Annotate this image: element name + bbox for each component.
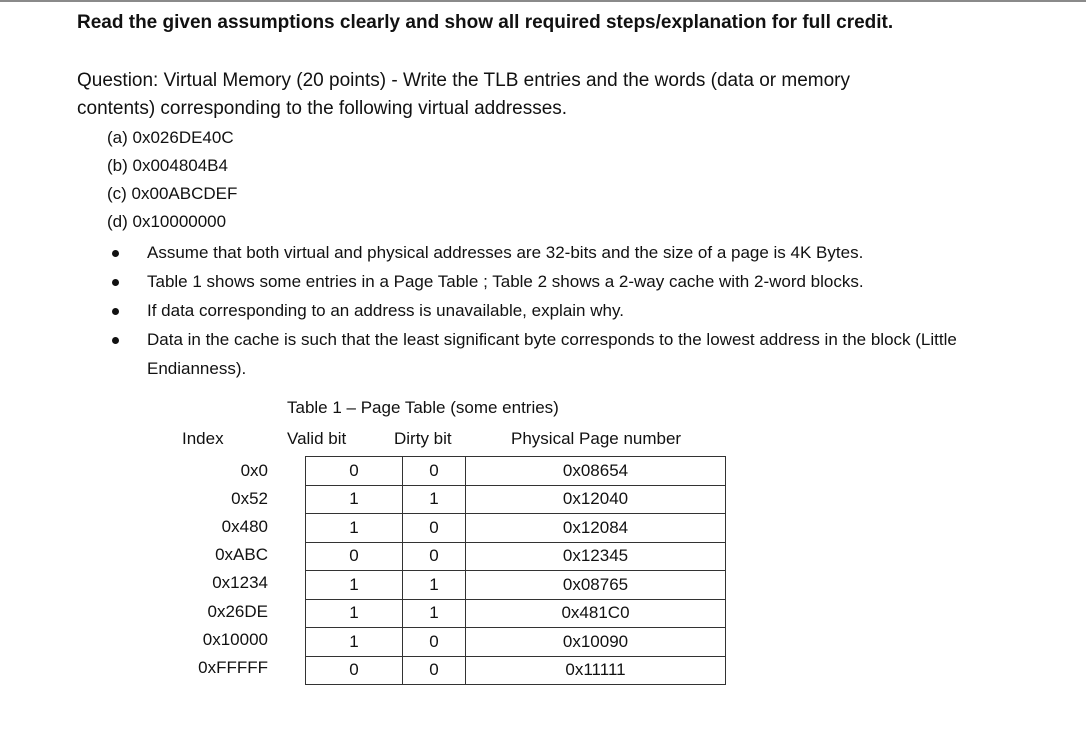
address-list (107, 124, 237, 236)
bullet-icon (112, 337, 119, 344)
page-table (305, 456, 726, 685)
row-index: 0x10000 (202, 630, 268, 649)
address-item-c: (c) 0x00ABCDEF (107, 184, 238, 203)
table-row (306, 542, 726, 571)
address-item-a: (a) 0x026DE40C (107, 128, 234, 147)
valid-cell: 0 (306, 457, 403, 486)
table-row (306, 656, 726, 685)
table-row (306, 571, 726, 600)
assumption-list (112, 238, 1012, 383)
ppn-cell: 0x12040 (466, 485, 726, 514)
instruction-heading: Read the given assumptions clearly and show all required steps/explanation for full credit. (77, 12, 894, 33)
dirty-cell: 0 (403, 656, 466, 685)
bullet-icon (112, 250, 119, 257)
assumption-item (112, 238, 1012, 267)
header-valid-bit: Valid bit (287, 429, 347, 448)
assumption-text: If data corresponding to an address is unavailable, explain why. (147, 301, 624, 320)
ppn-cell: 0x481C0 (466, 599, 726, 628)
valid-cell: 0 (306, 542, 403, 571)
ppn-cell: 0x08654 (466, 457, 726, 486)
top-divider (0, 0, 1086, 2)
table-row (306, 457, 726, 486)
header-dirty-bit: Dirty bit (394, 429, 452, 448)
valid-cell: 1 (306, 599, 403, 628)
dirty-cell: 0 (403, 457, 466, 486)
ppn-cell: 0x12084 (466, 514, 726, 543)
dirty-cell: 1 (403, 599, 466, 628)
assumption-text: Data in the cache is such that the least significant byte corresponds to the lowest address in the block (Little Endianness). (147, 330, 957, 378)
bullet-icon (112, 308, 119, 315)
ppn-cell: 0x12345 (466, 542, 726, 571)
assumption-item (112, 296, 1012, 325)
dirty-cell: 1 (403, 485, 466, 514)
row-index: 0x0 (240, 461, 268, 480)
valid-cell: 1 (306, 514, 403, 543)
table-row (306, 599, 726, 628)
row-index: 0x26DE (207, 602, 268, 621)
valid-cell: 0 (306, 656, 403, 685)
dirty-cell: 0 (403, 542, 466, 571)
address-item-d: (d) 0x10000000 (107, 212, 227, 231)
header-physical-page-number: Physical Page number (511, 429, 682, 448)
question-line-1: Question: Virtual Memory (20 points) - Write the TLB entries and the words (data or memory (77, 70, 850, 91)
bullet-icon (112, 279, 119, 286)
dirty-cell: 1 (403, 571, 466, 600)
row-index: 0xFFFFF (198, 658, 268, 677)
ppn-cell: 0x08765 (466, 571, 726, 600)
table-row (306, 485, 726, 514)
address-item-b: (b) 0x004804B4 (107, 156, 228, 175)
dirty-cell: 0 (403, 514, 466, 543)
question-text (77, 67, 1017, 123)
assumption-text: Table 1 shows some entries in a Page Table ; Table 2 shows a 2-way cache with 2-word blocks. (147, 272, 864, 291)
header-index: Index (182, 429, 224, 448)
ppn-cell: 0x11111 (466, 656, 726, 685)
table-caption: Table 1 – Page Table (some entries) (287, 398, 559, 417)
row-index: 0xABC (215, 545, 268, 564)
assumption-text: Assume that both virtual and physical addresses are 32-bits and the size of a page is 4K Bytes. (147, 243, 864, 262)
row-index: 0x52 (231, 489, 268, 508)
valid-cell: 1 (306, 485, 403, 514)
table-row (306, 514, 726, 543)
question-line-2: contents) corresponding to the following virtual addresses. (77, 98, 568, 119)
ppn-cell: 0x10090 (466, 628, 726, 657)
assumption-item (112, 267, 1012, 296)
dirty-cell: 0 (403, 628, 466, 657)
assumption-item (112, 325, 1012, 383)
row-index: 0x480 (221, 517, 268, 536)
table-row (306, 628, 726, 657)
valid-cell: 1 (306, 628, 403, 657)
row-index: 0x1234 (212, 573, 268, 592)
valid-cell: 1 (306, 571, 403, 600)
